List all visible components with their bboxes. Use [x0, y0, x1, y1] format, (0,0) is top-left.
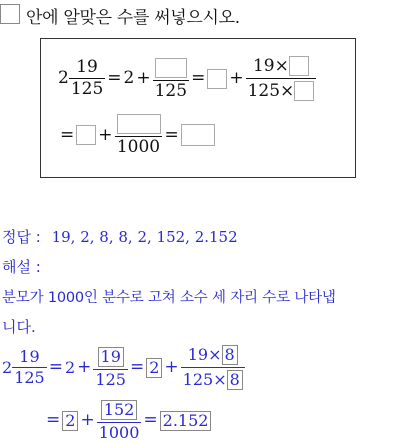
plus-sign: + [98, 124, 113, 145]
whole-two: 2 [123, 68, 135, 88]
problem-row-2 [58, 114, 215, 156]
denominator: 125 [154, 80, 188, 101]
answer-blank-factor-bottom[interactable] [294, 81, 314, 101]
filled-answer-box: 2.152 [160, 411, 212, 431]
fraction-boxed-19-125: $\frac{19}{125}$ [95, 347, 126, 389]
numerator: 19 [76, 57, 98, 77]
filled-answer-box: 19 [98, 347, 124, 367]
fraction-multiply-filled: 19 × 8 125 × 8 [181, 345, 245, 390]
answer-blank-decimal[interactable] [181, 124, 215, 146]
denominator: 125 [70, 79, 104, 99]
answer-label: 정답 : [2, 228, 41, 246]
fraction-multiply: 19 × 125 × [246, 56, 317, 101]
answer-values: 19, 2, 8, 8, 2, 152, 2.152 [51, 228, 238, 246]
question-instruction: 안에 알맞은 수를 써넣으시오. [26, 8, 240, 28]
plus-sign: + [229, 68, 244, 88]
times-sign: × [274, 55, 289, 76]
explanation-line-1: 분모가 1000인 분수로 고쳐 소수 세 자리 수로 나타냅 [2, 290, 336, 306]
mixed-whole: 2 [2, 357, 13, 377]
answer-blank-whole-2[interactable] [76, 125, 96, 145]
equals-sign: = [129, 357, 145, 377]
fraction-blank-1000 [115, 114, 163, 156]
solution-row-2 [44, 400, 211, 441]
fraction-19-125 [69, 59, 105, 98]
equals-sign: = [143, 410, 158, 430]
equals-sign: = [48, 357, 63, 377]
equals-sign: = [46, 410, 61, 430]
answer-blank-factor-top[interactable] [289, 56, 309, 76]
filled-answer-box: 2 [146, 358, 162, 378]
plus-sign: + [80, 410, 95, 430]
explanation-line-2: 니다. [2, 318, 36, 336]
times-sign: × [280, 80, 295, 101]
fraction-blank-125 [153, 58, 189, 100]
plus-sign: + [77, 357, 92, 377]
whole-two: 2 [64, 357, 76, 377]
plus-sign: + [164, 357, 179, 377]
filled-answer-box: 2 [62, 411, 78, 431]
mixed-whole: 2 [58, 68, 69, 88]
explanation-label: 해설 : [2, 258, 41, 276]
equals-sign: = [60, 124, 75, 145]
fraction-152-1000: $\frac{152}{1000}$ [98, 400, 140, 442]
equals-sign: = [191, 68, 206, 88]
fraction-19-125: $\frac{19}{125}$ [14, 347, 45, 387]
blank-box-icon [0, 4, 20, 24]
answer-blank-whole[interactable] [207, 69, 227, 89]
equals-sign: = [164, 124, 179, 145]
solution-row-1 [2, 345, 245, 390]
filled-answer-box: 8 [222, 345, 238, 365]
plus-sign: + [136, 68, 151, 88]
answer-blank-numerator-2[interactable] [117, 114, 161, 134]
answer-blank-numerator[interactable] [155, 58, 187, 78]
filled-answer-box: 152 [101, 400, 138, 420]
problem-row-1 [58, 56, 316, 101]
denominator: 1000 [116, 137, 161, 157]
filled-answer-box: 8 [227, 370, 243, 390]
answer-line [2, 226, 238, 247]
equals-sign: = [107, 68, 122, 88]
